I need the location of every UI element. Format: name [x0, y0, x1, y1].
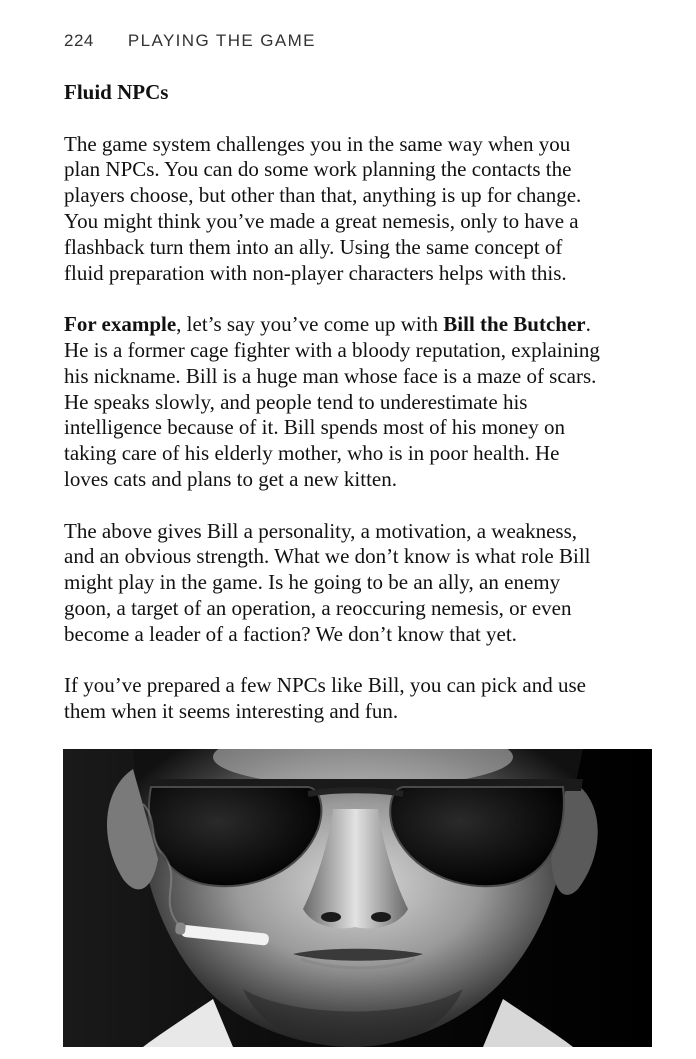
- text-line: intelligence because of it. Bill spends most of his money on: [64, 415, 565, 440]
- text-line: loves cats and plans to get a new kitten.: [64, 466, 397, 491]
- text-line: become a leader of a faction? We don’t know that yet.: [64, 621, 517, 646]
- npc-name: Bill the Butcher: [443, 312, 586, 337]
- text-line: goon, a target of an operation, a reoccuring nemesis, or even: [64, 595, 572, 620]
- text-line: might play in the game. Is he going to be an ally, an enemy: [64, 570, 561, 595]
- text-line: The game system challenges you in the same way when you: [64, 131, 571, 156]
- page-number: 224: [64, 31, 94, 50]
- text-line: his nickname. Bill is a huge man whose face is a maze of scars.: [64, 363, 597, 388]
- text-line: The above gives Bill a personality, a motivation, a weakness,: [64, 518, 578, 543]
- paragraph-2: [64, 312, 654, 493]
- example-text: , let’s say you’ve come up with: [176, 312, 444, 337]
- text-line: [64, 312, 654, 338]
- npc-portrait-photo: [63, 749, 652, 1047]
- section-title: Fluid NPCs: [64, 80, 169, 104]
- paragraph-4: [64, 673, 654, 725]
- text-line: fluid preparation with non-player characters helps with this.: [64, 260, 567, 285]
- text-line: You might think you’ve made a great nemesis, only to have a: [64, 208, 579, 233]
- example-lead: For example: [64, 312, 177, 337]
- text-line: flashback turn them into an ally. Using the same concept of: [64, 234, 563, 259]
- text-line: taking care of his elderly mother, who is in poor health. He: [64, 441, 560, 466]
- paragraph-1: [64, 132, 654, 287]
- text-line: plan NPCs. You can do some work planning the contacts the: [64, 157, 572, 182]
- page-body: [64, 80, 654, 751]
- paragraph-3: [64, 519, 654, 648]
- text-line: players choose, but other than that, anything is up for change.: [64, 183, 582, 208]
- text-line: them when it seems interesting and fun.: [64, 699, 399, 724]
- running-header: [64, 31, 316, 51]
- punctuation: .: [585, 312, 591, 337]
- text-line: He is a former cage fighter with a bloody reputation, explaining: [64, 337, 600, 362]
- text-line: If you’ve prepared a few NPCs like Bill, you can pick and use: [64, 673, 586, 698]
- text-line: He speaks slowly, and people tend to underestimate his: [64, 389, 528, 414]
- portrait-illustration: [63, 749, 652, 1047]
- running-title: PLAYING THE GAME: [127, 31, 316, 50]
- text-line: and an obvious strength. What we don’t know is what role Bill: [64, 544, 591, 569]
